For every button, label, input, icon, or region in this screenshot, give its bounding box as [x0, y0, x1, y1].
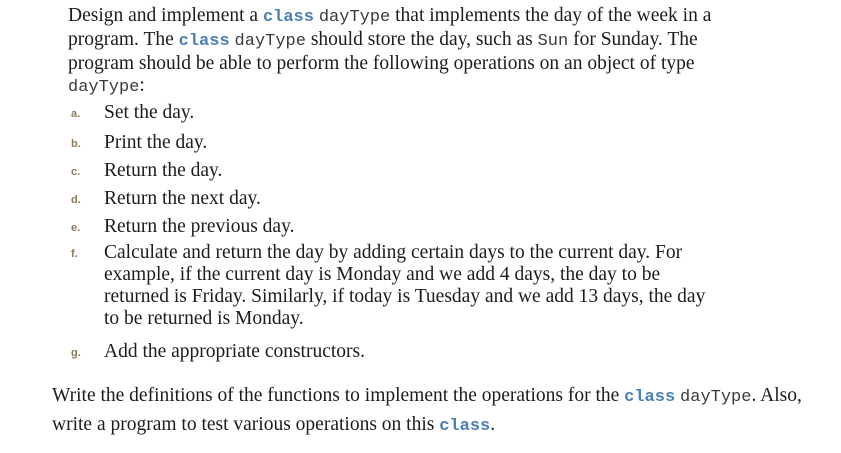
item-text: Return the next day. — [104, 188, 261, 209]
closing-text: . — [490, 414, 496, 435]
item-text: Add the appropriate constructors. — [104, 341, 366, 362]
intro-text: for Sunday. The program should be able to perform the following operations on an object of type — [68, 29, 698, 74]
intro-text: that implements the day of the week in a program. The — [68, 5, 712, 50]
intro-paragraph — [68, 5, 748, 99]
code-daytype: dayType — [318, 8, 391, 27]
keyword-class: class — [178, 32, 230, 51]
item-text: Return the day. — [104, 160, 223, 181]
item-letter: f. — [71, 248, 78, 260]
keyword-class: class — [262, 8, 314, 27]
code-daytype: dayType — [68, 78, 140, 97]
item-text: Calculate and return the day by adding certain days to the current day. For example, if the current day is Monday and we add 4 days, the day to be returned is Friday. Similarly, if today is Tuesday and we add 13 days, the day to be returned is Monday. — [104, 242, 706, 329]
code-sun: Sun — [537, 32, 569, 51]
item-letter: a. — [71, 108, 81, 120]
code-daytype: dayType — [234, 32, 306, 51]
item-letter: b. — [71, 138, 81, 150]
intro-text: Design and implement a — [68, 5, 263, 26]
keyword-class: class — [439, 417, 491, 436]
intro-text: : — [139, 75, 145, 96]
code-daytype: dayType — [680, 388, 752, 407]
item-letter: c. — [71, 166, 81, 178]
intro-text: should store the day, such as — [305, 29, 538, 50]
item-letter: g. — [71, 347, 81, 359]
item-text: Return the previous day. — [104, 216, 295, 237]
item-letter: d. — [71, 194, 81, 206]
closing-text: Write the definitions of the functions to implement the operations for the — [52, 385, 625, 406]
item-letter: e. — [71, 222, 81, 234]
closing-text: . Also, write a program to test various operations on this — [52, 385, 802, 435]
item-text: Set the day. — [104, 102, 195, 123]
item-text: Print the day. — [104, 132, 208, 153]
keyword-class: class — [624, 388, 676, 407]
closing-paragraph — [52, 382, 812, 440]
